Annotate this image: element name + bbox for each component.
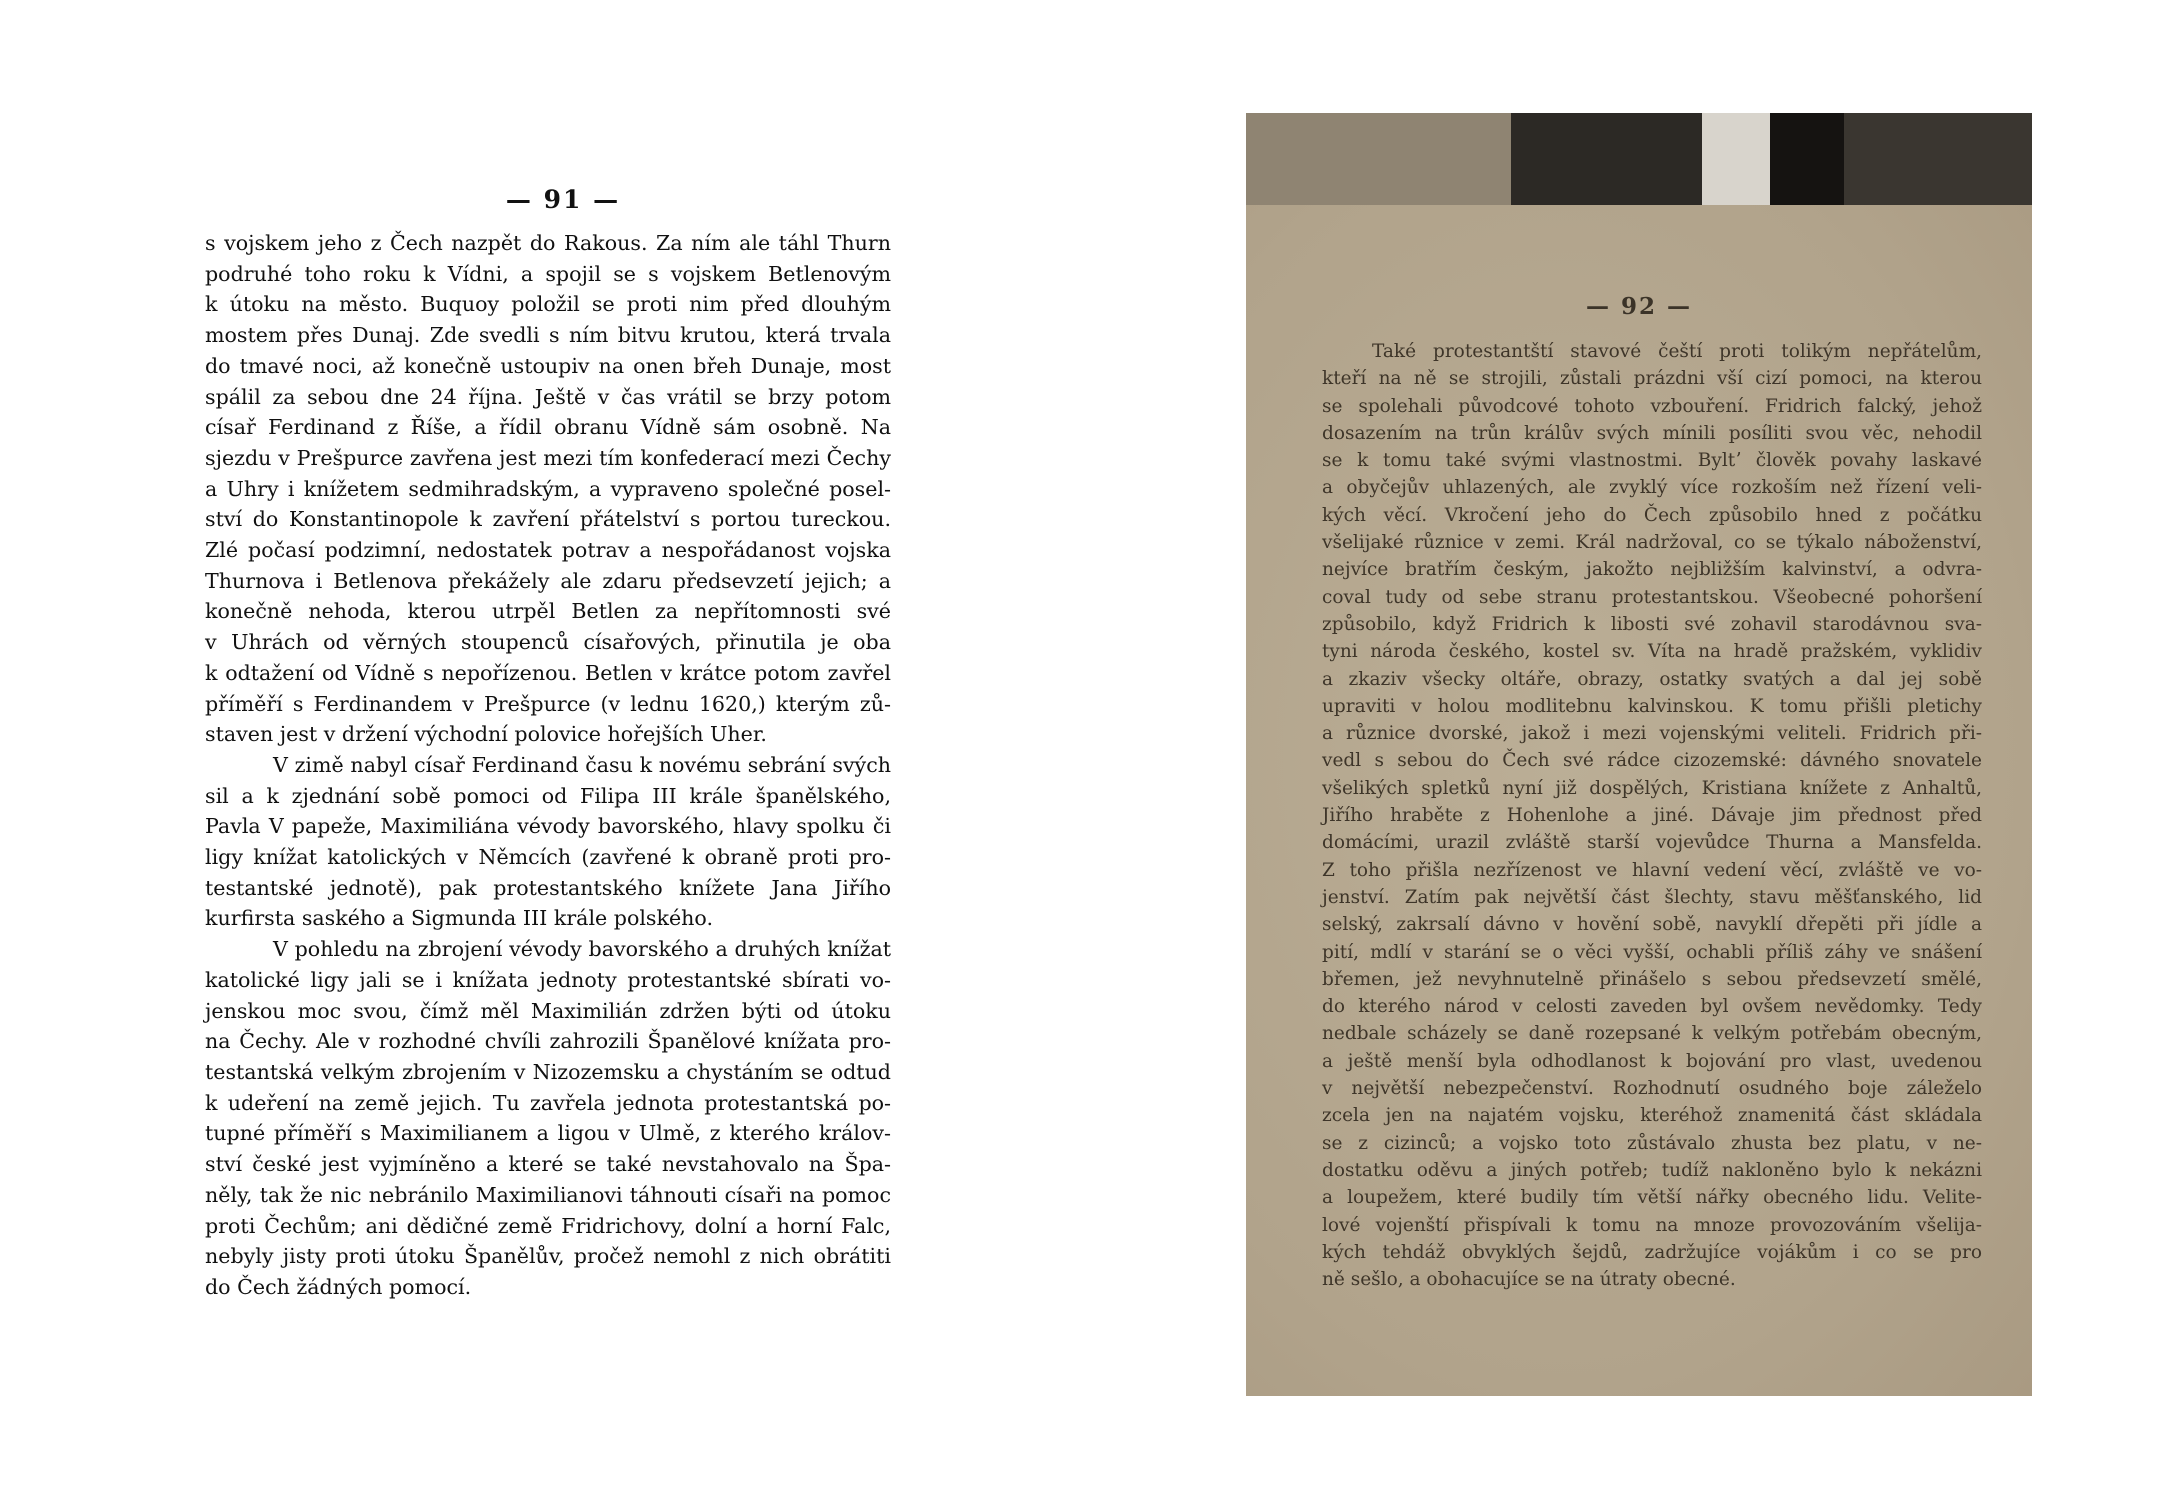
text-line: dostatku oděvu a jiných potřeb; tudíž nakloněno bylo k nekázni — [1322, 1159, 1982, 1181]
text-line: se spolehali původcové tohoto vzbouření. Fridrich falcký, jehož — [1322, 395, 1982, 417]
text-line: a Uhry i knížetem sedmihradským, a vypraveno společné posel- — [205, 476, 891, 501]
text-line: do tmavé noci, až konečně ustoupiv na onen břeh Dunaje, most — [205, 353, 891, 378]
text-line: ně sešlo, a obohacujíce se na útraty obecné. — [1322, 1269, 1736, 1291]
text-line: lové vojenští přispívali k tomu na mnoze provozováním všelija- — [1322, 1214, 1982, 1236]
text-line: podruhé toho roku k Vídni, a spojil se s vojskem Betlenovým — [205, 261, 891, 286]
text-line: příměří s Ferdinandem v Prešpurce (v lednu 1620,) kterým zů- — [205, 691, 891, 716]
text-line: domácími, urazil zvláště starší vojevůdce Thurna a Mansfelda. — [1322, 832, 1982, 854]
text-line: tupné příměří s Maximilianem a ligou v Ulmě, z kterého králov- — [205, 1121, 891, 1146]
text-line: něly, tak že nic nebránilo Maximilianovi táhnouti císaři na pomoc — [205, 1182, 891, 1207]
right-page-scan — [1246, 113, 2032, 1396]
text-line: testantské jednotě), pak protestantského knížete Jana Jiřího — [205, 875, 891, 900]
scan-light-strip — [1702, 113, 1770, 205]
text-line: a různice dvorské, jakož i mezi vojenskými veliteli. Fridrich při- — [1322, 723, 1982, 745]
text-line: zcela jen na najatém vojsku, kteréhož znamenitá část skládala — [1322, 1105, 1982, 1127]
text-line: císař Ferdinand z Říše, a řídil obranu Vídně sám osobně. Na — [205, 415, 891, 440]
text-line: Jiřího hraběte z Hohenlohe a jiné. Dávaje jim přednost před — [1322, 805, 1982, 827]
text-line: všelijaké různice v zemi. Král nadržoval, co se týkalo náboženství, — [1322, 532, 1982, 554]
text-line: Thurnova i Betlenova překážely ale zdaru předsevzetí jejich; a — [205, 568, 891, 593]
text-line: Pavla V papeže, Maximiliána vévody bavorského, hlavy spolku či — [205, 814, 891, 839]
text-line: spálil za sebou dne 24 října. Ještě v čas vrátil se brzy potom — [205, 384, 891, 409]
text-line: testantská velkým zbrojením v Nizozemsku a chystáním se odtud — [205, 1059, 891, 1084]
text-line: coval tudy od sebe stranu protestantskou. Všeobecné pohoršení — [1322, 586, 1982, 608]
text-line: kurfirsta saského a Sigmunda III krále polského. — [205, 906, 714, 931]
text-line: nejvíce bratřím českým, jakožto nejbližším kalvinství, a odvra- — [1322, 559, 1982, 581]
text-line: k útoku na město. Buquoy položil se proti nim před dlouhým — [205, 292, 891, 317]
text-line: katolické ligy jali se i knížata jednoty protestantské sbírati vo- — [205, 967, 891, 992]
text-line: tyni národa českého, kostel sv. Víta na hradě pražském, vyklidiv — [1322, 641, 1982, 663]
text-line: dosazením na trůn králův svých mínili posíliti svou věc, nehodil — [1322, 422, 1982, 444]
text-line: k udeření na země jejich. Tu zavřela jednota protestantská po- — [205, 1090, 891, 1115]
text-line: jenství. Zatím pak největší část šlechty, stavu měšťanského, lid — [1322, 886, 1982, 908]
text-line: způsobilo, když Fridrich k libosti své zohavil starodávnou sva- — [1322, 613, 1982, 635]
text-line: Zlé počasí podzimní, nedostatek potrav a nespořádanost vojska — [205, 538, 891, 563]
text-line: vedl s sebou do Čech své rádce cizozemské: dávného snovatele — [1322, 750, 1982, 772]
text-line: v Uhrách od věrných stoupenců císařových, přinutila je oba — [205, 630, 891, 655]
text-line: k odtažení od Vídně s nepořízenou. Betlen v krátce potom zavřel — [205, 660, 891, 685]
text-line: nedbale scházely se daně rozepsané k velkým potřebám obecným, — [1322, 1023, 1982, 1045]
text-line: Také protestantští stavové čeští proti tolikým nepřátelům, — [1372, 341, 1982, 362]
text-line: upraviti v holou modlitebnu kalvinskou. K tomu přišli pletichy — [1322, 695, 1982, 717]
right-page-text — [1322, 338, 1982, 1293]
left-page-text — [205, 228, 891, 1303]
text-line: a loupežem, které budily tím větší nářky obecného lidu. Velite- — [1322, 1187, 1982, 1209]
text-line: staven jest v držení východní polovice hořejších Uher. — [205, 722, 767, 747]
text-line: nebyly jisty proti útoku Španělův, pročež nemohl z nich obrátiti — [205, 1244, 891, 1269]
text-line: kých věcí. Vkročení jeho do Čech způsobilo hned z počátku — [1322, 504, 1982, 526]
text-line: sjezdu v Prešpurce zavřena jest mezi tím konfederací mezi Čechy — [205, 445, 891, 470]
text-line: a obyčejův uhlazených, ale zvyklý více rozkoším než řízení veli- — [1322, 477, 1982, 499]
text-line: proti Čechům; ani dědičné země Fridrichovy, dolní a horní Falc, — [205, 1213, 891, 1238]
page-number-92: — 92 — — [1585, 293, 1693, 320]
paragraph — [205, 934, 891, 1302]
text-line: se z cizinců; a vojsko toto zůstávalo zhusta bez platu, v ne- — [1322, 1132, 1982, 1154]
scan-grey-strip — [1844, 113, 2032, 205]
text-line: na Čechy. Ale v rozhodné chvíli zahrozili Španělové knížata pro- — [205, 1029, 891, 1054]
text-line: do kterého národ v celosti zaveden byl ovšem nevědomky. Tedy — [1322, 996, 1982, 1018]
left-page — [205, 185, 891, 1299]
page-number-91: — 91 — — [505, 185, 621, 214]
text-line: v největší nebezpečenství. Rozhodnutí osudného boje záleželo — [1322, 1078, 1982, 1100]
text-line: Z toho přišla nezřízenost ve hlavní vedení věcí, zvláště ve vo- — [1322, 859, 1982, 881]
text-line: ství do Konstantinopole k zavření přátelství s portou tureckou. — [205, 507, 891, 532]
text-line: do Čech žádných pomocí. — [205, 1274, 472, 1299]
text-line: ligy knížat katolických v Němcích (zavřené k obraně proti pro- — [205, 845, 891, 870]
text-line: selský, zakrsalí dávno v hovění sobě, navyklí dřepěti při jídle a — [1322, 914, 1982, 936]
text-line: a ještě menší byla odhodlanost k bojování pro vlast, uvedenou — [1322, 1050, 1982, 1072]
text-line: kteří na ně se strojili, zůstali prázdni vší cizí pomoci, na kterou — [1322, 368, 1982, 390]
text-line: V pohledu na zbrojení vévody bavorského a druhých knížat — [273, 937, 891, 962]
text-line: jenskou moc svou, čímž měl Maximilián zdržen býti od útoku — [205, 998, 891, 1023]
text-line: pití, mdlí v starání se o věci vyšší, ochabli příliš záhy ve snášení — [1322, 941, 1982, 963]
text-line: a zkaziv všecky oltáře, obrazy, ostatky svatých a dal jej sobě — [1322, 668, 1982, 690]
text-line: kých tehdáž obvyklých šejdů, zadržujíce vojákům i co se pro — [1322, 1241, 1982, 1263]
text-line: s vojskem jeho z Čech nazpět do Rakous. Za ním ale táhl Thurn — [205, 231, 891, 255]
scan-black-strip — [1770, 113, 1844, 205]
paragraph — [205, 228, 891, 750]
paragraph — [205, 750, 891, 934]
text-line: všelikých spletků nyní již dospělých, Kristiana knížete z Anhaltů, — [1322, 777, 1982, 799]
text-line: mostem přes Dunaj. Zde svedli s ním bitvu krutou, která trvala — [205, 323, 891, 348]
text-line: V zimě nabyl císař Ferdinand času k novému sebrání svých — [273, 752, 891, 777]
text-line: konečně nehoda, kterou utrpěl Betlen za nepřítomnosti své — [205, 599, 891, 624]
text-line: sil a k zjednání sobě pomoci od Filipa III krále španělského, — [205, 783, 891, 808]
text-line: se k tomu také svými vlastnostmi. Byltʼ člověk povahy laskavé — [1322, 450, 1982, 472]
text-line: břemen, jež nevyhnutelně přinášelo s sebou předsevzetí smělé, — [1322, 968, 1982, 990]
text-line: ství české jest vyjmíněno a které se také nevstahovalo na Špa- — [205, 1152, 891, 1177]
